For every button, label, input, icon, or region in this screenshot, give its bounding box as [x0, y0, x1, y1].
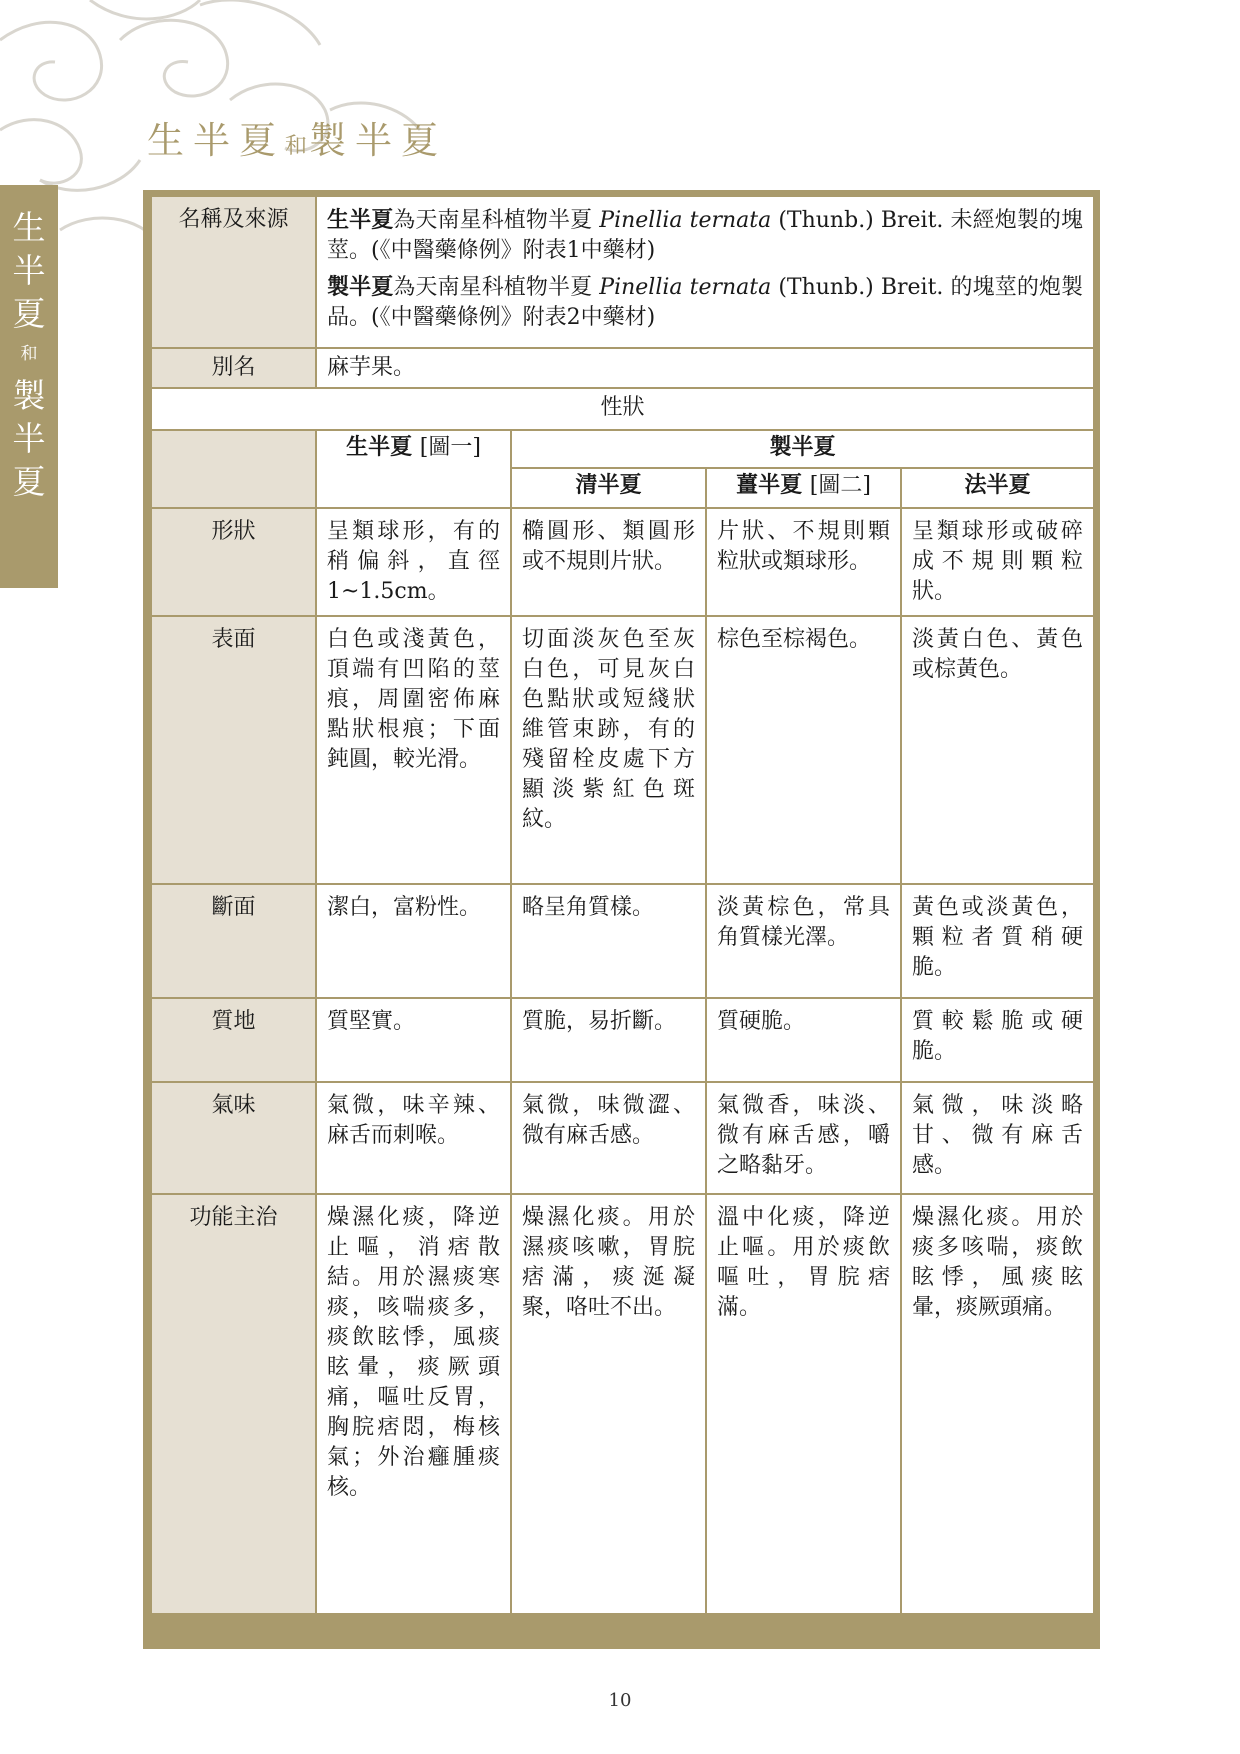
table-row — [151, 616, 1094, 884]
header-raw: 生半夏 [圖一] — [316, 430, 511, 508]
row-label: 形狀 — [151, 508, 316, 616]
page-title — [147, 110, 447, 164]
row-label: 斷面 — [151, 884, 316, 998]
row-label: 表面 — [151, 616, 316, 884]
title-and: 和 — [285, 134, 310, 159]
table-row — [151, 196, 1094, 348]
table-cell: 質脆，易折斷。 — [511, 998, 706, 1082]
table-row — [151, 998, 1094, 1082]
table-cell: 片狀、不規則顆粒狀或類球形。 — [706, 508, 901, 616]
table-cell: 燥濕化痰，降逆止嘔，消痞散結。用於濕痰寒痰，咳喘痰多，痰飲眩悸，風痰眩暈，痰厥頭痛，嘔吐反胃，胸脘痞悶，梅核氣；外治癰腫痰核。 — [316, 1194, 511, 1614]
table-cell: 淡黃棕色，常具角質樣光澤。 — [706, 884, 901, 998]
table-row — [151, 508, 1094, 616]
table-row — [151, 884, 1094, 998]
table-cell: 淡黃白色、黃色或棕黃色。 — [901, 616, 1094, 884]
row-label: 功能主治 — [151, 1194, 316, 1614]
side-tab-char: 和 — [20, 344, 38, 364]
source-para-processed: 製半夏為天南星科植物半夏 Pinellia ternata (Thunb.) Breit. 的塊莖的炮製品。(《中醫藥條例》附表2中藥材) — [327, 274, 1084, 330]
table-cell: 氣微香，味淡、微有麻舌感，嚼之略黏牙。 — [706, 1082, 901, 1194]
header-blank — [151, 430, 316, 508]
table-row — [151, 348, 1094, 388]
table-cell: 略呈角質樣。 — [511, 884, 706, 998]
source-para-raw: 生半夏為天南星科植物半夏 Pinellia ternata (Thunb.) Breit. 未經炮製的塊莖。(《中醫藥條例》附表1中藥材) — [327, 207, 1084, 263]
table-row — [151, 430, 1094, 468]
header-processed: 製半夏 — [511, 430, 1094, 468]
table-cell: 呈類球形，有的稍偏斜，直徑1~1.5cm。 — [316, 508, 511, 616]
row-label: 質地 — [151, 998, 316, 1082]
title-part1: 生半夏 — [147, 119, 285, 162]
monograph-table — [150, 195, 1095, 1615]
side-chapter-tab — [0, 185, 58, 588]
table-cell: 質較鬆脆或硬脆。 — [901, 998, 1094, 1082]
table-cell: 氣微，味微澀、微有麻舌感。 — [511, 1082, 706, 1194]
alias-cell: 麻芋果。 — [316, 348, 1094, 388]
side-tab-char: 生 — [12, 208, 46, 247]
header-fa: 法半夏 — [901, 468, 1094, 508]
side-tab-char: 半 — [12, 419, 46, 458]
side-tab-char: 夏 — [12, 462, 46, 501]
row-label-alias: 別名 — [151, 348, 316, 388]
table-cell: 切面淡灰色至灰白色，可見灰白色點狀或短綫狀維管束跡，有的殘留栓皮處下方顯淡紫紅色斑紋。 — [511, 616, 706, 884]
table-cell: 氣微，味辛辣、麻舌而刺喉。 — [316, 1082, 511, 1194]
table-cell: 白色或淺黃色，頂端有凹陷的莖痕，周圍密佈麻點狀根痕；下面鈍圓，較光滑。 — [316, 616, 511, 884]
table-cell: 潔白，富粉性。 — [316, 884, 511, 998]
title-part2: 製半夏 — [309, 119, 448, 162]
table-cell: 氣微，味淡略甘、微有麻舌感。 — [901, 1082, 1094, 1194]
table-row — [151, 1194, 1094, 1614]
table-cell: 橢圓形、類圓形或不規則片狀。 — [511, 508, 706, 616]
table-cell: 質硬脆。 — [706, 998, 901, 1082]
table-row — [151, 1082, 1094, 1194]
row-label-source: 名稱及來源 — [151, 196, 316, 348]
table-cell: 燥濕化痰。用於痰多咳喘，痰飲眩悸，風痰眩暈，痰厥頭痛。 — [901, 1194, 1094, 1614]
table-cell: 棕色至棕褐色。 — [706, 616, 901, 884]
page-number: 10 — [608, 1690, 632, 1711]
side-tab-char: 製 — [12, 376, 46, 415]
header-qing: 清半夏 — [511, 468, 706, 508]
side-tab-char: 夏 — [12, 294, 46, 333]
table-cell: 質堅實。 — [316, 998, 511, 1082]
table-cell: 呈類球形或破碎成不規則顆粒狀。 — [901, 508, 1094, 616]
table-cell: 溫中化痰，降逆止嘔。用於痰飲嘔吐，胃脘痞滿。 — [706, 1194, 901, 1614]
source-cell — [316, 196, 1094, 348]
side-tab-char: 半 — [12, 251, 46, 290]
row-label: 氣味 — [151, 1082, 316, 1194]
table-row — [151, 388, 1094, 430]
table-cell: 黃色或淡黃色，顆粒者質稍硬脆。 — [901, 884, 1094, 998]
header-jiang: 薑半夏 [圖二] — [706, 468, 901, 508]
properties-heading: 性狀 — [151, 388, 1094, 430]
table-cell: 燥濕化痰。用於濕痰咳嗽，胃脘痞滿，痰涎凝聚，咯吐不出。 — [511, 1194, 706, 1614]
